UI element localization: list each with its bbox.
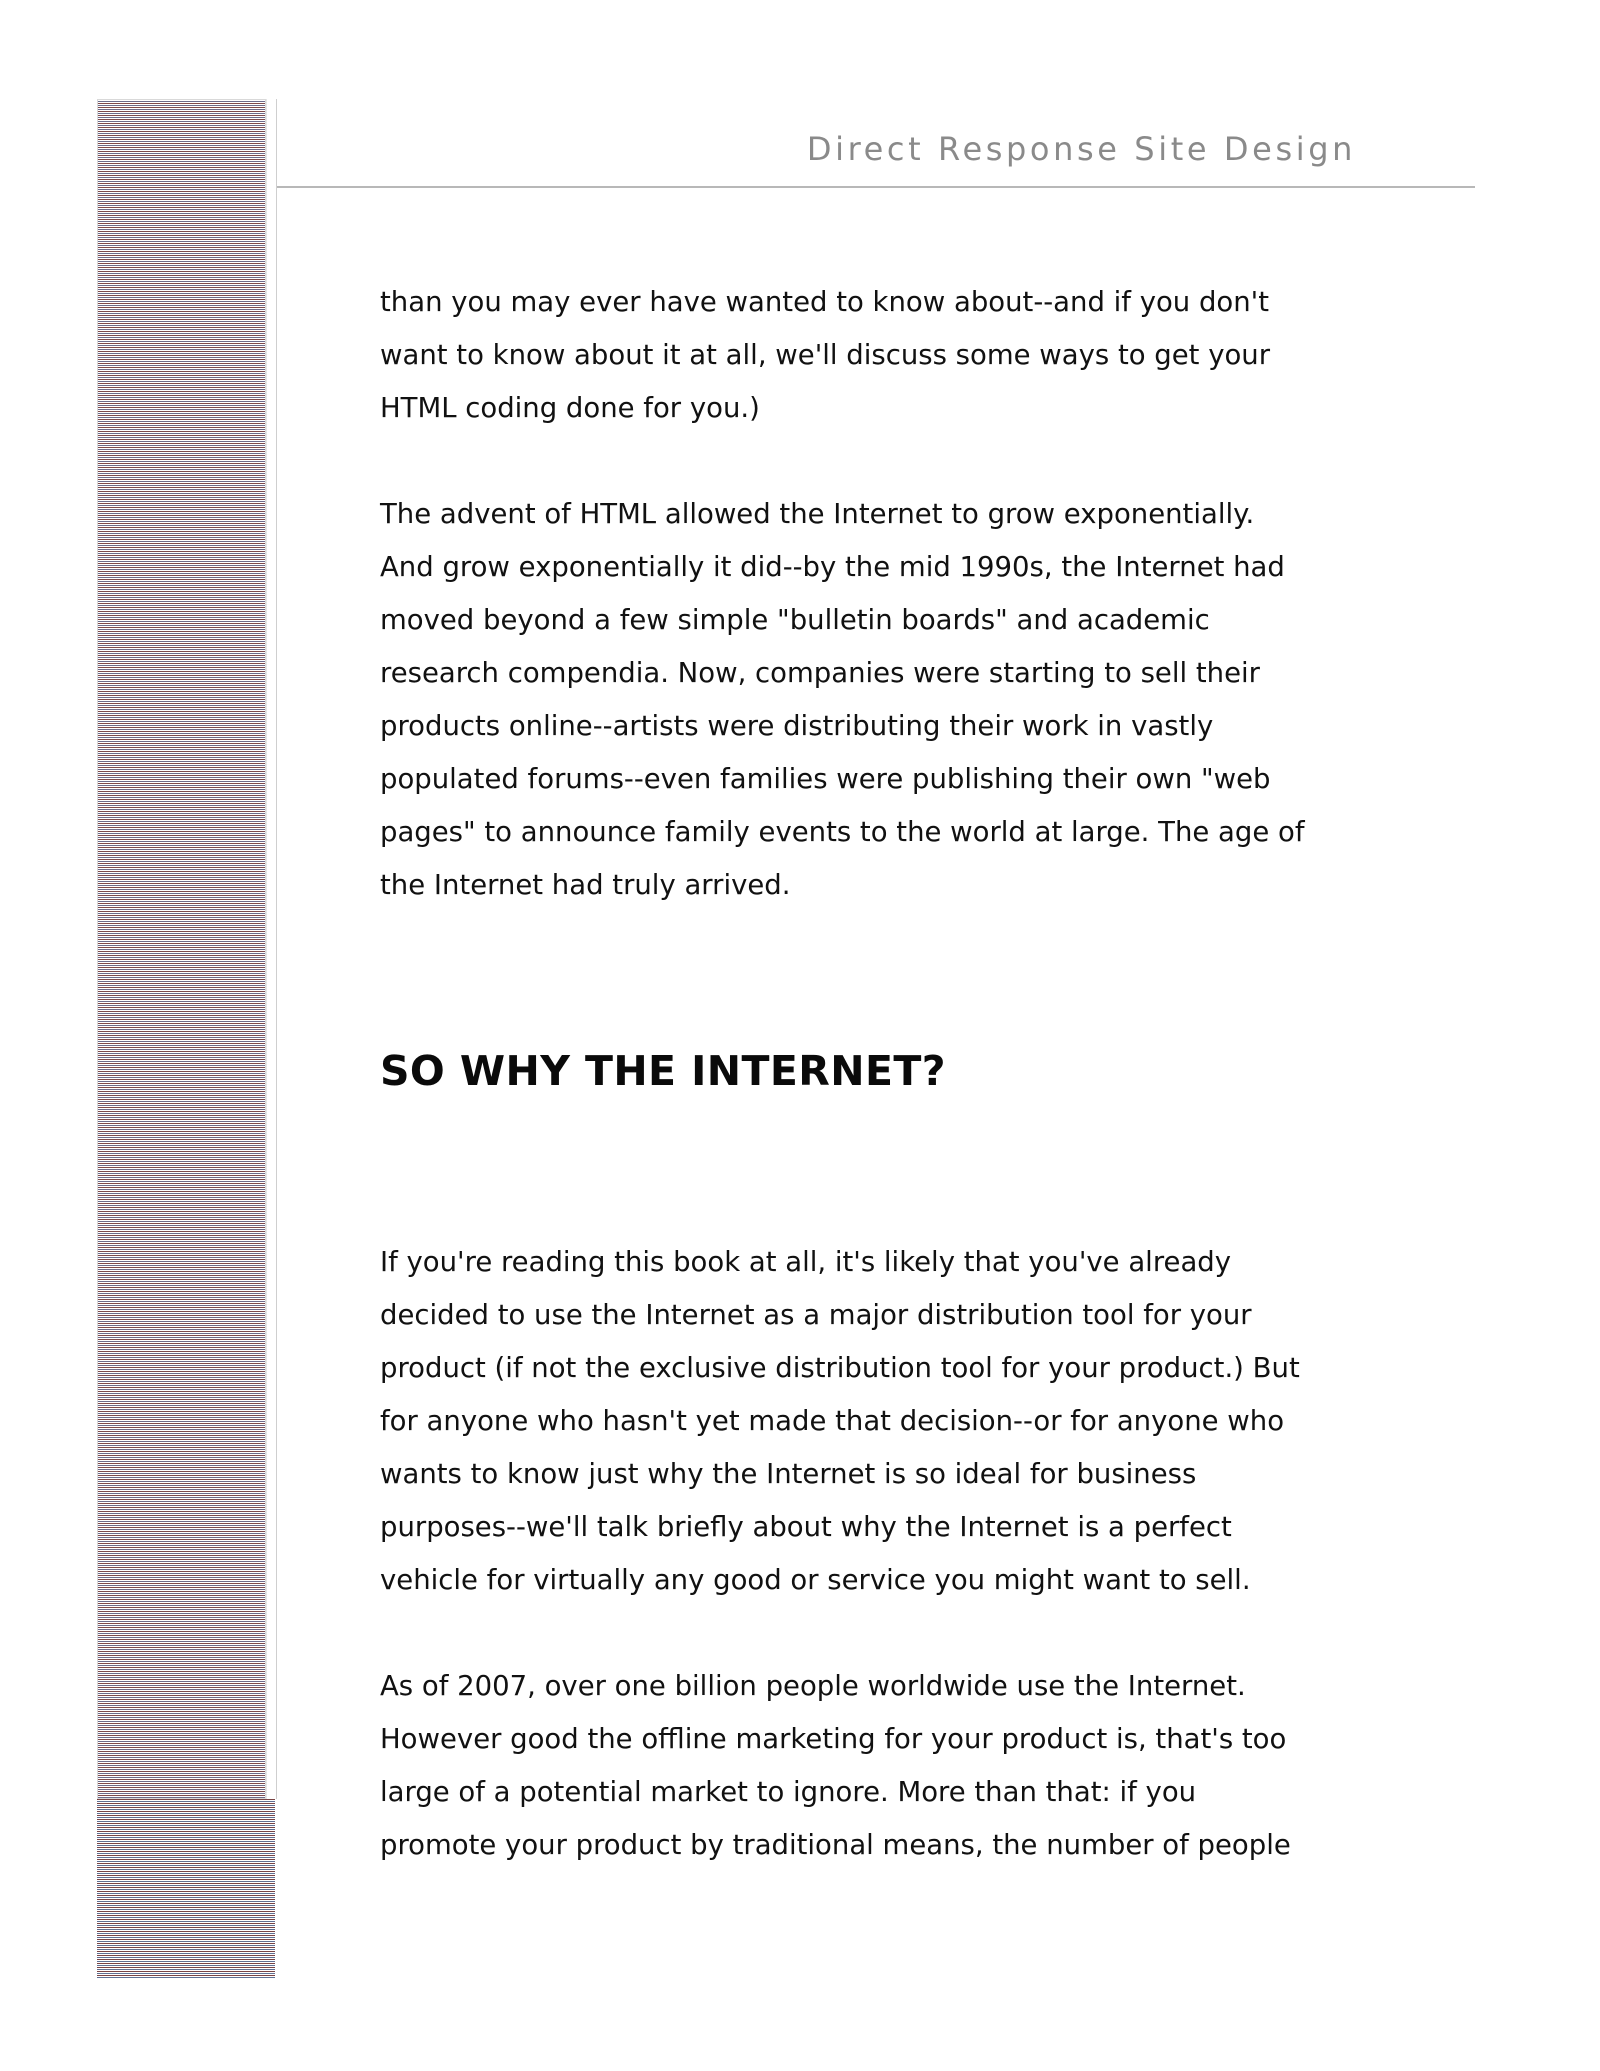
sidebar-stripe-decoration [97,99,266,1799]
paragraph-line: vehicle for virtually any good or service you might want to sell. [380,1564,1251,1596]
paragraph-line: the Internet had truly arrived. [380,869,791,901]
paragraph-2 [380,488,1400,912]
paragraph-1 [380,276,1400,435]
paragraph-line: moved beyond a few simple "bulletin boards" and academic [380,604,1210,636]
paragraph-line: However good the offline marketing for your product is, that's too [380,1723,1287,1755]
paragraph-line: products online--artists were distributing their work in vastly [380,710,1214,742]
sidebar-stripe-footer-decoration [97,1799,275,1979]
paragraph-line: pages" to announce family events to the world at large. The age of [380,816,1305,848]
paragraph-line: promote your product by traditional means, the number of people [380,1829,1291,1861]
paragraph-line: for anyone who hasn't yet made that decision--or for anyone who [380,1405,1285,1437]
paragraph-line: want to know about it at all, we'll discuss some ways to get your [380,339,1271,371]
paragraph-3 [380,1236,1400,1607]
header-divider [277,186,1475,188]
paragraph-line: The advent of HTML allowed the Internet to grow exponentially. [380,498,1255,530]
paragraph-line: And grow exponentially it did--by the mid 1990s, the Internet had [380,551,1285,583]
page-body [380,276,1400,1872]
paragraph-line: than you may ever have wanted to know about--and if you don't [380,286,1270,318]
paragraph-line: HTML coding done for you.) [380,392,760,424]
paragraph-4 [380,1660,1400,1872]
paragraph-line: As of 2007, over one billion people worldwide use the Internet. [380,1670,1246,1702]
paragraph-line: purposes--we'll talk briefly about why the Internet is a perfect [380,1511,1232,1543]
running-header: Direct Response Site Design [806,130,1356,168]
paragraph-line: large of a potential market to ignore. More than that: if you [380,1776,1197,1808]
section-heading: SO WHY THE INTERNET? [380,1047,946,1095]
paragraph-line: research compendia. Now, companies were starting to sell their [380,657,1260,689]
paragraph-line: decided to use the Internet as a major distribution tool for your [380,1299,1252,1331]
paragraph-line: product (if not the exclusive distribution tool for your product.) But [380,1352,1300,1384]
paragraph-line: If you're reading this book at all, it's likely that you've already [380,1246,1232,1278]
paragraph-line: wants to know just why the Internet is so ideal for business [380,1458,1197,1490]
sidebar-frame [266,99,277,1799]
paragraph-line: populated forums--even families were publishing their own "web [380,763,1271,795]
